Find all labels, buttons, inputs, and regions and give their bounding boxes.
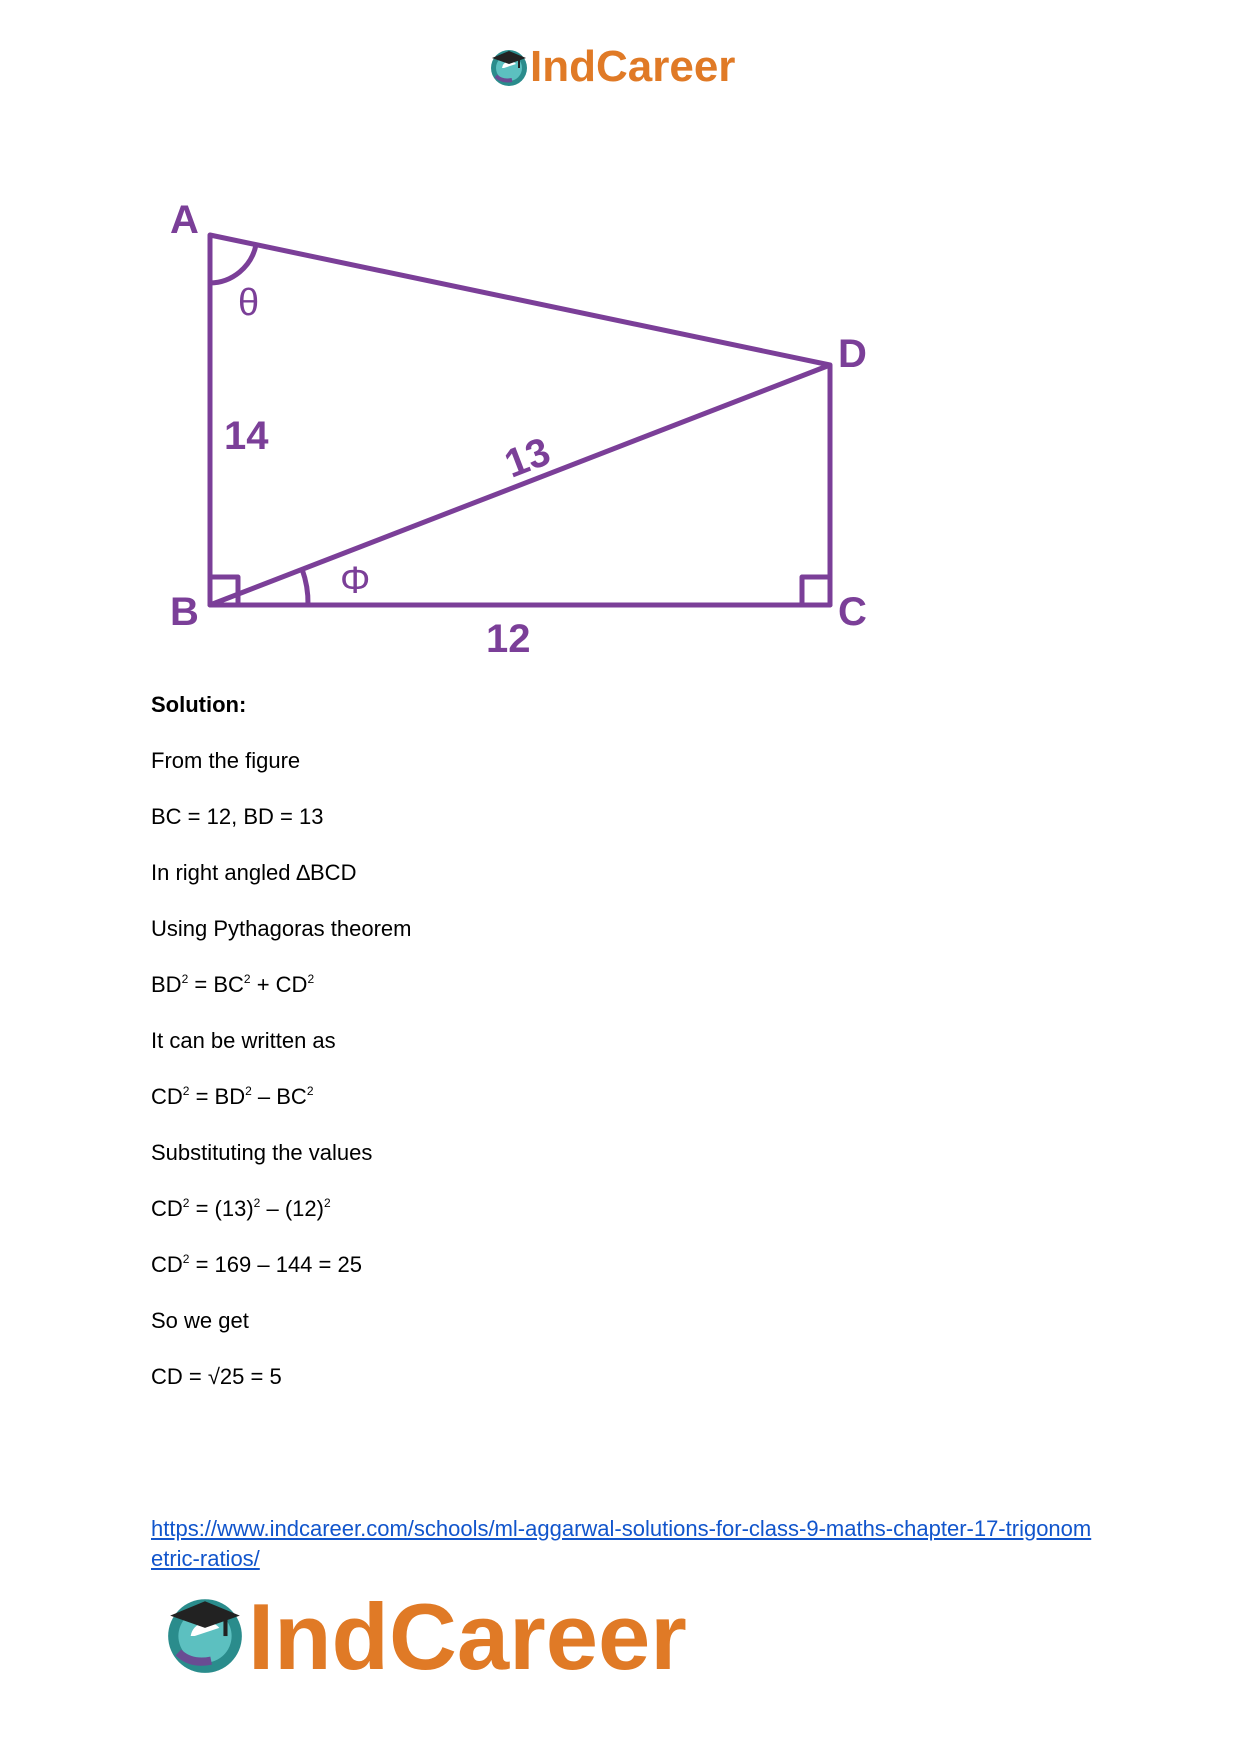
angle-label-theta: θ xyxy=(238,282,260,324)
angle-label-phi: Φ xyxy=(340,560,371,602)
equation-result: CD = √25 = 5 xyxy=(151,1364,282,1389)
equation-computed: $CD^2 = 169 - 144 = 25$ xyxy=(151,1252,362,1277)
graduation-globe-icon xyxy=(162,1591,248,1677)
solution-line-written-as: It can be written as xyxy=(151,1028,336,1053)
equation-substituted: $CD^2 = (13)^2 - (12)^2$ xyxy=(151,1196,331,1221)
solution-heading: Solution: xyxy=(151,692,247,717)
solution-line-substituting: Substituting the values xyxy=(151,1140,373,1165)
solution-content xyxy=(151,690,1101,1418)
side-label-bc: 12 xyxy=(486,617,531,661)
header-logo xyxy=(488,42,768,92)
angle-arc-b xyxy=(302,569,308,605)
figure-outline xyxy=(210,235,830,605)
equation-pythagoras: $BD^2 = BC^2 + CD^2$ xyxy=(151,972,315,997)
graduation-globe-icon xyxy=(488,46,530,88)
solution-line-from-figure: From the figure xyxy=(151,748,301,773)
header-logo-text: IndCareer xyxy=(530,42,736,91)
vertex-label-d: D xyxy=(838,332,867,376)
source-link[interactable]: https://www.indcareer.com/schools/ml-aggarwal-solutions-for-class-9-maths-chapter-17-trigonometric-ratios/ xyxy=(151,1516,1092,1571)
footer-logo xyxy=(162,1585,702,1695)
solution-line-given: BC = 12, BD = 13 xyxy=(151,804,324,829)
solution-line-triangle: In right angled ∆BCD xyxy=(151,860,357,885)
solution-line-so-we-get: So we get xyxy=(151,1308,249,1333)
angle-arc-a xyxy=(210,245,256,283)
vertex-label-b: B xyxy=(170,590,199,634)
equation-rearranged: $CD^2 = BD^2 - BC^2$ xyxy=(151,1084,314,1109)
right-angle-mark-c xyxy=(802,577,830,605)
vertex-label-c: C xyxy=(838,590,867,634)
side-label-ab: 14 xyxy=(224,414,269,458)
solution-line-theorem: Using Pythagoras theorem xyxy=(151,916,412,941)
footer-logo-text: IndCareer xyxy=(248,1584,687,1689)
quadrilateral-figure xyxy=(160,195,880,665)
vertex-label-a: A xyxy=(170,198,199,242)
side-label-bd: 13 xyxy=(498,429,557,487)
